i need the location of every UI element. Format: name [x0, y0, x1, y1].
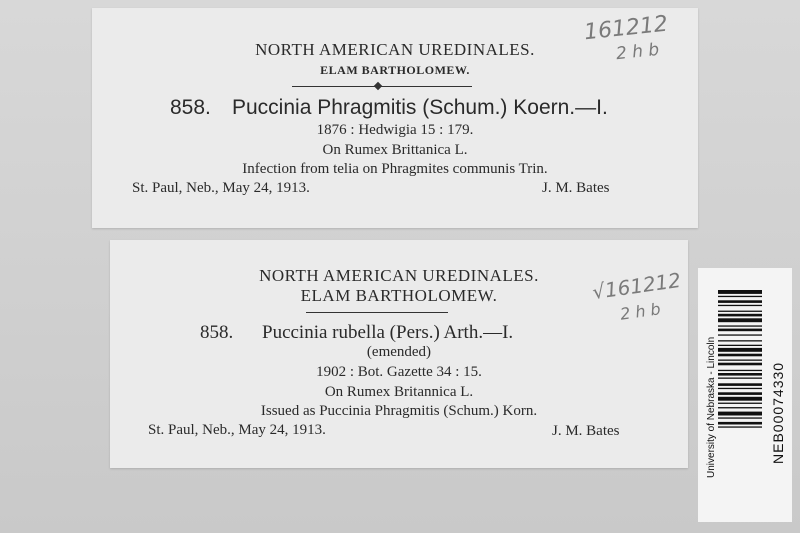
collector-name: J. M. Bates [552, 423, 620, 439]
author-name: ELAM BARTHOLOMEW. [320, 63, 470, 77]
series-title: NORTH AMERICAN UREDINALES. [259, 266, 539, 285]
collector-name: J. M. Bates [542, 180, 610, 196]
divider-diamond-icon [374, 82, 382, 90]
emended-note: (emended) [366, 344, 432, 360]
issued-as-note: Issued as Puccinia Phragmitis (Schum.) Korn. [260, 403, 538, 419]
literature-reference: 1876 : Hedwigia 15 : 179. [316, 122, 474, 138]
institution-name: University of Nebraska - Lincoln [706, 336, 717, 478]
barcode-card [698, 268, 792, 522]
host-plant: On Rumex Britannica L. [324, 384, 474, 400]
specimen-label-bottom [110, 240, 688, 468]
locality-date: St. Paul, Neb., May 24, 1913. [148, 422, 326, 438]
infection-note: Infection from telia on Phragmites communis Trin. [242, 161, 548, 177]
divider-rule [306, 312, 448, 313]
locality-date: St. Paul, Neb., May 24, 1913. [132, 180, 310, 196]
series-title: NORTH AMERICAN UREDINALES. [255, 40, 535, 59]
barcode-id: NEB00074330 [770, 361, 786, 464]
pencil-annotation: 2 h b [615, 39, 661, 65]
specimen-label-top [92, 8, 698, 228]
species-name: Puccinia Phragmitis (Schum.) Koern.—I. [232, 96, 608, 119]
barcode [718, 290, 762, 486]
exsiccata-number: 858. [200, 322, 234, 343]
pencil-accession-number: 161212 [582, 11, 670, 46]
exsiccata-number: 858. [170, 96, 211, 119]
pencil-accession-number: √161212 [590, 267, 683, 305]
pencil-annotation: 2 h b [618, 299, 662, 324]
species-name: Puccinia rubella (Pers.) Arth.—I. [262, 322, 514, 343]
host-plant: On Rumex Brittanica L. [322, 142, 468, 158]
author-name: ELAM BARTHOLOMEW. [300, 286, 498, 305]
literature-reference: 1902 : Bot. Gazette 34 : 15. [316, 364, 482, 380]
